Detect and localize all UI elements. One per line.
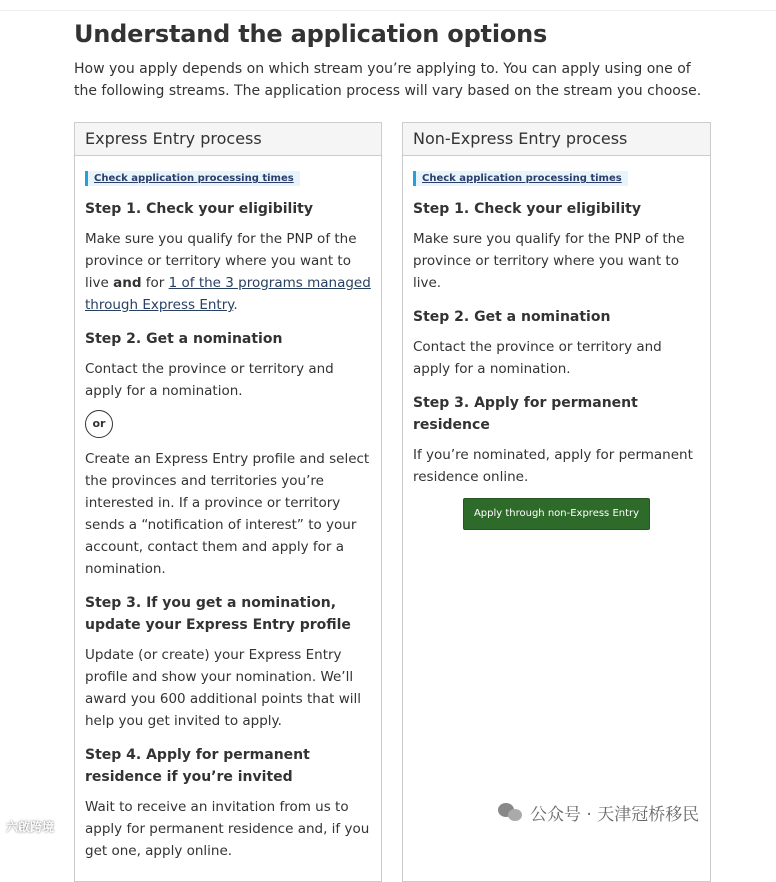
- step2-alt-text: Create an Express Entry profile and select the provinces and territories you’re interested in. If a province or territory sends a “notification of interest” to your account, contact them and apply for a nomination.: [85, 451, 370, 577]
- non-express-entry-panel-title: Non-Express Entry process: [403, 123, 710, 156]
- step2-title: Step 2. Get a nomination: [85, 331, 283, 347]
- step3-text: If you’re nominated, apply for permanent residence online.: [413, 447, 693, 485]
- step1-text: Make sure you qualify for the PNP of the province or territory where you want to live.: [413, 231, 685, 291]
- non-express-entry-panel: [402, 122, 711, 882]
- step1-text: [85, 228, 371, 316]
- watermark-right: [498, 800, 699, 825]
- express-entry-programs-link[interactable]: 1 of the 3 programs managed through Express Entry: [85, 275, 371, 313]
- watermark-left: 六啟跨境: [6, 820, 55, 834]
- express-entry-panel-title: Express Entry process: [75, 123, 381, 156]
- top-divider: [0, 10, 776, 11]
- step3-text: Update (or create) your Express Entry profile and show your nomination. We’ll award you 600 additional points that will help you get invited to apply.: [85, 647, 362, 729]
- step1-title: Step 1. Check your eligibility: [85, 201, 313, 217]
- intro-paragraph: How you apply depends on which stream you’re applying to. You can apply using one of the following streams. The application process will vary based on the stream you choose.: [74, 61, 702, 99]
- express-entry-panel: [74, 122, 382, 882]
- wechat-icon: [498, 803, 524, 823]
- step1-title: Step 1. Check your eligibility: [413, 201, 641, 217]
- step2-text: Contact the province or territory and apply for a nomination.: [413, 339, 662, 377]
- step1-text-main: Make sure you qualify for the PNP of the province or territory where you want to live: [85, 231, 357, 291]
- watermark-right-text: 公众号 · 天津冠桥移民: [530, 805, 700, 825]
- step2-title: Step 2. Get a nomination: [413, 309, 611, 325]
- step3-title: Step 3. Apply for permanent residence: [413, 395, 638, 433]
- apply-non-express-entry-button[interactable]: Apply through non-Express Entry: [463, 498, 650, 530]
- step3-title: Step 3. If you get a nomination, update your Express Entry profile: [85, 595, 351, 633]
- step1-and: and: [113, 275, 142, 291]
- step1-period: .: [233, 297, 238, 313]
- check-processing-times-link[interactable]: Check application processing times: [413, 171, 628, 186]
- check-processing-times-link[interactable]: Check application processing times: [85, 171, 300, 186]
- or-separator: or: [85, 410, 113, 438]
- step4-title: Step 4. Apply for permanent residence if you’re invited: [85, 747, 310, 785]
- step2-text: Contact the province or territory and apply for a nomination.: [85, 361, 334, 399]
- step4-text: Wait to receive an invitation from us to apply for permanent residence and, if you get one, apply online.: [85, 799, 370, 859]
- step1-for: for: [145, 275, 165, 291]
- page-title: Understand the application options: [74, 20, 548, 48]
